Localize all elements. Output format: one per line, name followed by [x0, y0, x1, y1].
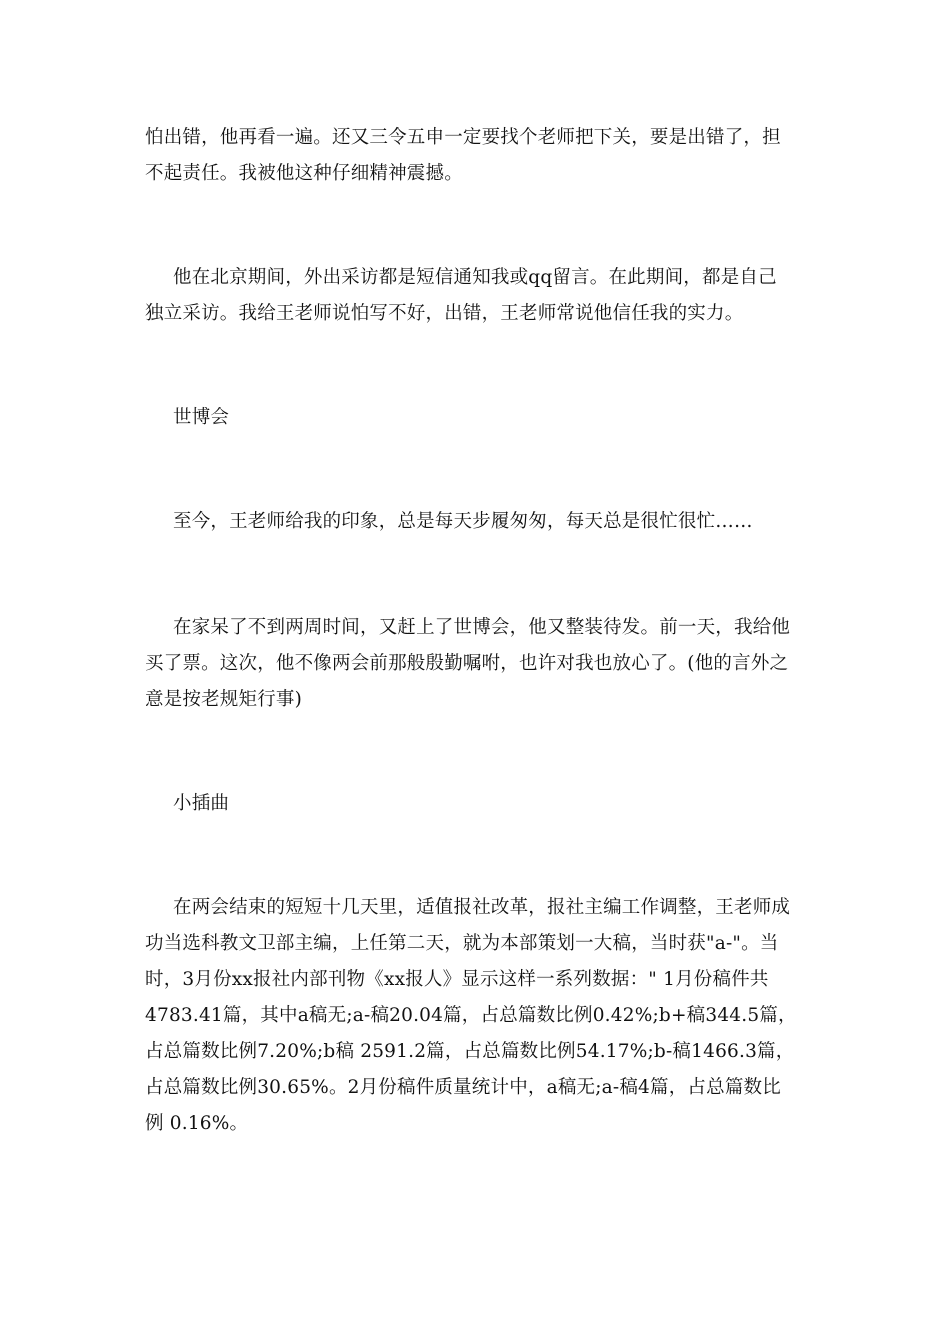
paragraph-line: 他在北京期间，外出采访都是短信通知我或qq留言。在此期间，都是自己	[173, 267, 777, 288]
paragraph-line: 意是按老规矩行事)	[145, 689, 303, 710]
paragraph-line: 时，3月份xx报社内部刊物《xx报人》显示这样一系列数据：" 1月份稿件共	[145, 969, 769, 990]
paragraph-line: 至今，王老师给我的印象，总是每天步履匆匆，每天总是很忙很忙……	[173, 511, 753, 532]
section-heading-text: 小插曲	[173, 793, 230, 814]
paragraph-line: 占总篇数比例30.65%。2月份稿件质量统计中，a稿无;a-稿4篇，占总篇数比	[145, 1077, 781, 1098]
paragraph-expo-departure	[145, 610, 809, 718]
paragraph-checking-errors	[145, 120, 809, 192]
section-heading-episode	[145, 786, 809, 822]
paragraph-line: 4783.41篇，其中a稿无;a-稿20.04篇，占总篇数比例0.42%;b+稿344.5篇，	[145, 1005, 797, 1026]
paragraph-line: 买了票。这次，他不像两会前那般殷勤嘱咐，也许对我也放心了。(他的言外之	[145, 653, 789, 674]
paragraph-line: 功当选科教文卫部主编，上任第二天，就为本部策划一大稿，当时获"a-"。当	[145, 933, 779, 954]
paragraph-beijing-interviews	[145, 260, 809, 332]
paragraph-line: 独立采访。我给王老师说怕写不好，出错，王老师常说他信任我的实力。	[145, 303, 744, 324]
paragraph-line: 在家呆了不到两周时间，又赶上了世博会，他又整装待发。前一天，我给他	[173, 617, 791, 638]
section-heading-expo	[145, 400, 809, 436]
paragraph-line: 怕出错，他再看一遍。还又三令五申一定要找个老师把下关，要是出错了，担	[145, 127, 781, 148]
paragraph-line: 在两会结束的短短十几天里，适值报社改革，报社主编工作调整，王老师成	[173, 897, 791, 918]
paragraph-impression	[145, 504, 809, 540]
paragraph-line: 例 0.16%。	[145, 1113, 249, 1134]
section-heading-text: 世博会	[173, 407, 230, 428]
paragraph-line: 占总篇数比例7.20%;b稿 2591.2篇，占总篇数比例54.17%;b-稿1466.3篇，	[145, 1041, 795, 1062]
paragraph-statistics	[145, 890, 809, 1142]
paragraph-line: 不起责任。我被他这种仔细精神震撼。	[145, 163, 463, 184]
